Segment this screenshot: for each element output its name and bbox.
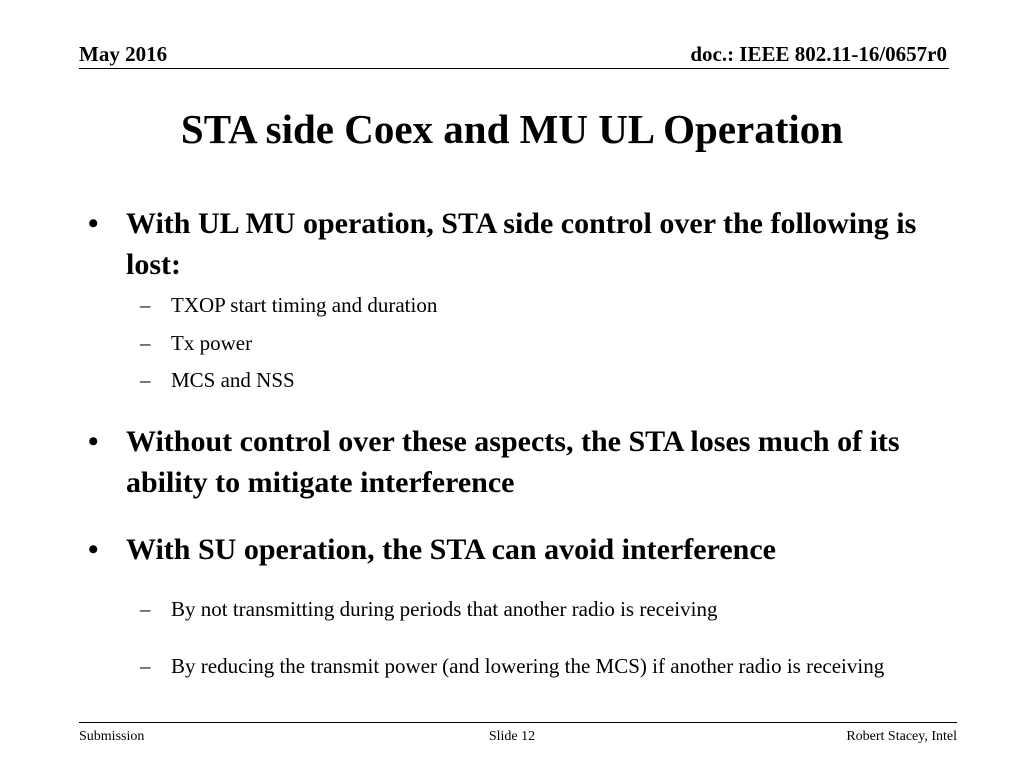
sub-item-1-2 [140, 329, 940, 358]
sub-marker: – [140, 293, 151, 317]
footer-divider [79, 722, 957, 723]
bullet-marker: • [88, 207, 99, 240]
sub-item-1-1 [140, 291, 940, 320]
bullet-1 [88, 203, 948, 285]
header-doc-id: doc.: IEEE 802.11-16/0657r0 [690, 42, 947, 66]
header-divider [79, 68, 949, 69]
sub-item-1-1-text: TXOP start timing and duration [171, 293, 438, 317]
sub-marker: – [140, 654, 151, 678]
sub-item-3-1-text: By not transmitting during periods that another radio is receiving [171, 597, 718, 621]
sub-item-3-2-text: By reducing the transmit power (and lowering the MCS) if another radio is receiving [171, 654, 885, 678]
sub-marker: – [140, 597, 151, 621]
bullet-3 [88, 529, 948, 570]
sub-item-3-2 [140, 652, 940, 681]
sub-marker: – [140, 331, 151, 355]
sub-item-1-3-text: MCS and NSS [171, 368, 295, 392]
bullet-2-text: Without control over these aspects, the STA loses much of its ability to mitigate interference [126, 425, 900, 499]
footer-author: Robert Stacey, Intel [846, 729, 957, 744]
bullet-3-text: With SU operation, the STA can avoid interference [126, 533, 776, 566]
sub-item-3-1 [140, 595, 940, 624]
sub-marker: – [140, 368, 151, 392]
bullet-marker: • [88, 425, 99, 458]
sub-item-1-2-text: Tx power [171, 331, 253, 355]
slide-title: STA side Coex and MU UL Operation [180, 106, 844, 152]
sub-item-1-3 [140, 366, 940, 395]
bullet-1-text: With UL MU operation, STA side control over the following is lost: [126, 207, 917, 281]
footer-submission: Submission [79, 729, 145, 744]
footer-slide-number: Slide 12 [488, 729, 536, 744]
header-date: May 2016 [79, 42, 168, 66]
bullet-2 [88, 421, 948, 503]
bullet-marker: • [88, 533, 99, 566]
